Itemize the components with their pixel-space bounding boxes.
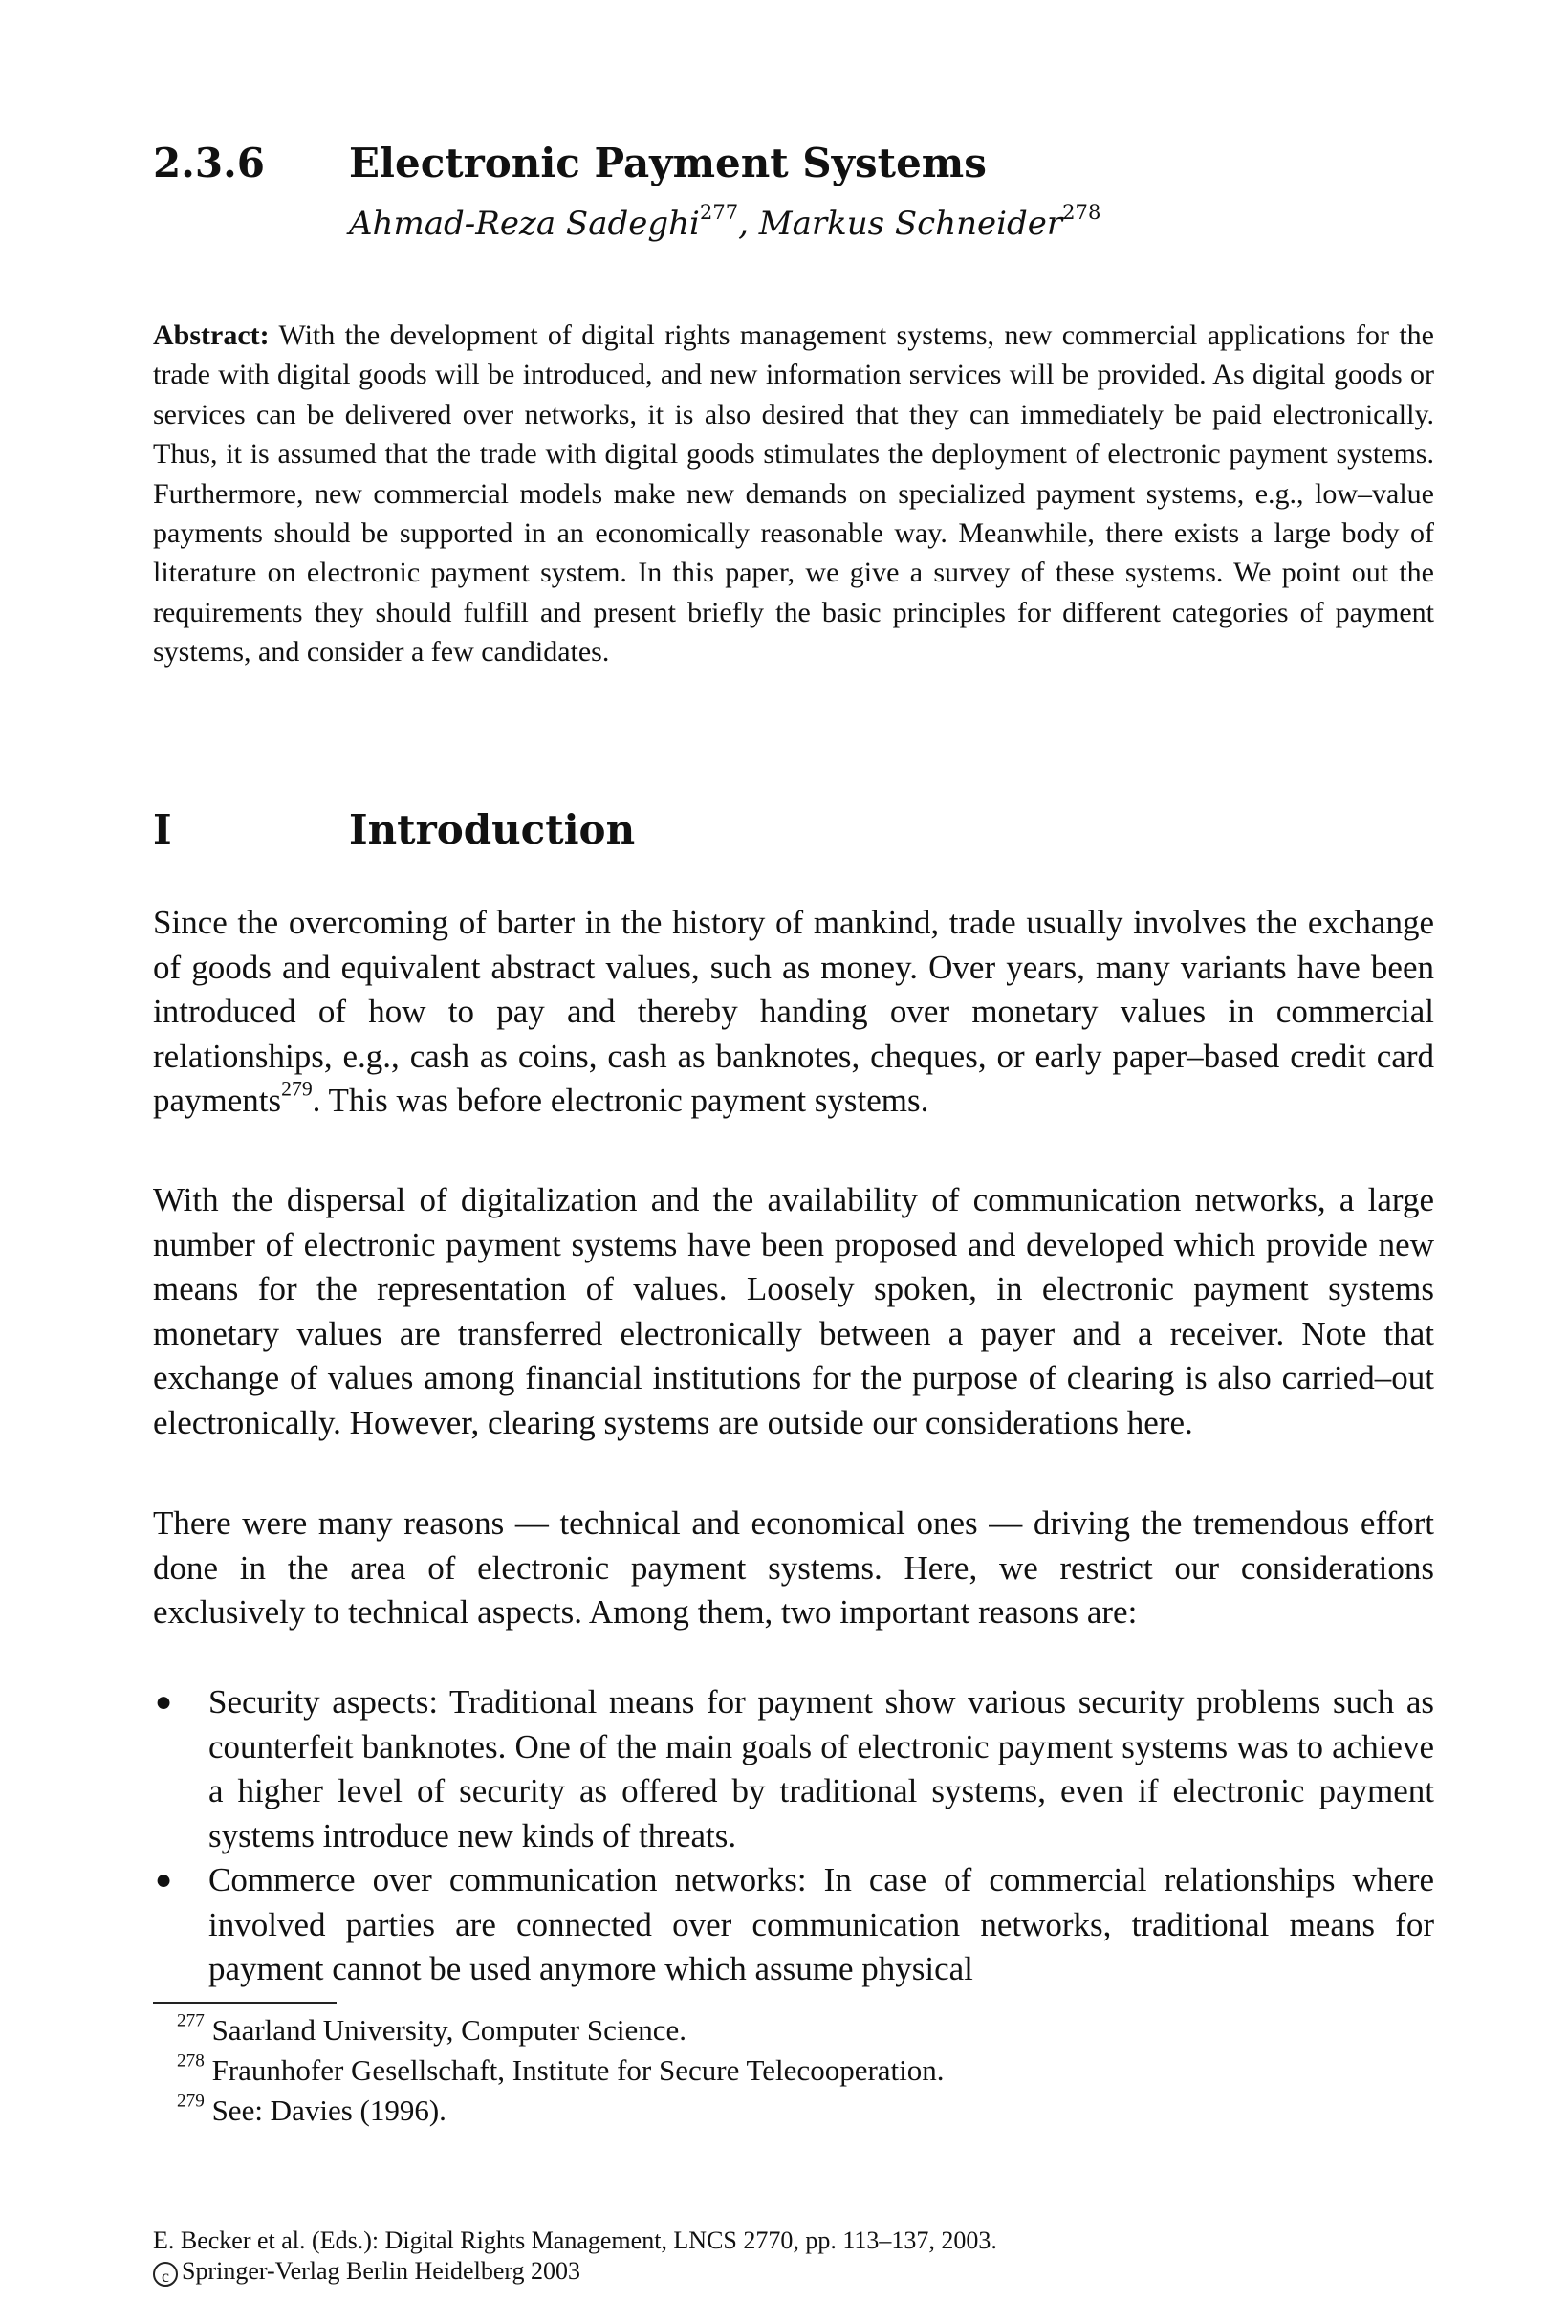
author-name: Markus Schneider bbox=[758, 205, 1063, 243]
footnote-number: 277 bbox=[177, 2010, 205, 2031]
paragraph-text: . This was before electronic payment systems. bbox=[312, 1082, 929, 1119]
paragraph bbox=[153, 901, 1434, 1124]
paragraph-text: Since the overcoming of barter in the history of mankind, trade usually involves the exchange of goods and equivalent abstract values, such as money. Over years, many variants have been introduced of how to pay and thereby handing over monetary values in commercial relationships, e.g., cash as coins, cash as banknotes, cheques, or early paper–based credit card payments bbox=[153, 904, 1434, 1119]
footnote-number: 279 bbox=[177, 2091, 205, 2112]
bullet-list bbox=[153, 1680, 1434, 1992]
abstract-label: Abstract: bbox=[153, 319, 270, 351]
bullet-icon: ● bbox=[155, 1864, 173, 1896]
abstract bbox=[153, 316, 1434, 672]
intro-title: Introduction bbox=[349, 806, 636, 853]
copyright-line bbox=[153, 2256, 1434, 2287]
list-item bbox=[153, 1680, 1434, 1858]
footnote-number: 278 bbox=[177, 2050, 205, 2072]
abstract-text: With the development of digital rights management systems, new commercial applications for the trade with digital goods will be introduced, and new information services will be provided. As digital goods or services can be delivered over networks, it is also desired that they can immediately be paid electronically. Thus, it is assumed that the trade with digital goods stimulates the deployment of electronic payment systems. Furthermore, new commercial models make new demands on specialized payment systems, e.g., low–value payments should be supported in an economically reasonable way. Meanwhile, there exists a large body of literature on electronic payment system. In this paper, we give a survey of these systems. We point out the requirements they should fulfill and present briefly the basic principles for different categories of payment systems, and consider a few candidates. bbox=[153, 319, 1434, 669]
footnote bbox=[177, 2050, 1420, 2091]
list-item-text: Security aspects: Traditional means for payment show various security problems such as counterfeit banknotes. One of the main goals of electronic payment systems was to achieve a higher level of security as offered by traditional systems, even if electronic payment systems introduce new kinds of threats. bbox=[208, 1683, 1434, 1854]
footnote-text: Saarland University, Computer Science. bbox=[211, 2013, 687, 2047]
intro-number: I bbox=[153, 806, 172, 853]
list-item-text: Commerce over communication networks: In case of commercial relationships where involved parties are connected over communication networks, traditional means for payment cannot be used anymore which assume physical bbox=[208, 1861, 1434, 1987]
paragraph: With the dispersal of digitalization and the availability of communication networks, a large number of electronic payment systems have been proposed and developed which provide new means for the representation of values. Loosely spoken, in electronic payment systems monetary values are transferred electronically between a payer and a receiver. Note that exchange of values among financial institutions for the purpose of clearing is also carried–out electronically. However, clearing systems are outside our considerations here. bbox=[153, 1181, 1434, 1441]
footnote-text: See: Davies (1996). bbox=[211, 2094, 446, 2127]
footnote bbox=[177, 2010, 1420, 2050]
author-line bbox=[349, 200, 1101, 245]
list-item bbox=[153, 1858, 1434, 1992]
citation-line: E. Becker et al. (Eds.): Digital Rights Management, LNCS 2770, pp. 113–137, 2003. bbox=[153, 2226, 997, 2254]
footnote-marker[interactable]: 277 bbox=[699, 200, 739, 225]
section-title: Electronic Payment Systems bbox=[349, 140, 987, 186]
footnote-marker[interactable]: 278 bbox=[1062, 200, 1101, 225]
section-number: 2.3.6 bbox=[153, 140, 265, 186]
footnote-marker[interactable]: 279 bbox=[281, 1077, 313, 1101]
publisher-text: Springer-Verlag Berlin Heidelberg 2003 bbox=[182, 2257, 581, 2285]
bullet-icon: ● bbox=[155, 1686, 173, 1718]
footnotes bbox=[177, 2010, 1420, 2131]
author-name: Ahmad-Reza Sadeghi bbox=[349, 205, 700, 243]
copyright-icon: c bbox=[153, 2262, 178, 2287]
footnote-text: Fraunhofer Gesellschaft, Institute for Secure Telecooperation. bbox=[211, 2053, 945, 2087]
footnote-divider bbox=[153, 2002, 337, 2004]
author-separator: , bbox=[738, 205, 749, 243]
paragraph: There were many reasons — technical and economical ones — driving the tremendous effort done in the area of electronic payment systems. Here, we restrict our considerations exclusively to technical aspects. Among them, two important reasons are: bbox=[153, 1504, 1434, 1631]
copyright-block bbox=[153, 2225, 1434, 2287]
paper-page bbox=[153, 0, 1434, 2324]
footnote bbox=[177, 2091, 1420, 2131]
